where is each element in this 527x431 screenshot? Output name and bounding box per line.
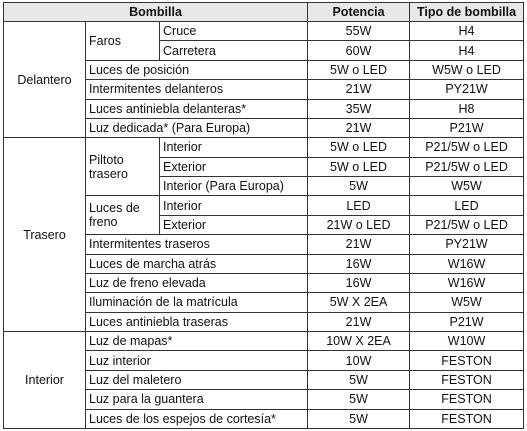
table-row <box>4 332 524 351</box>
freno-exterior-type: P21/5W o LED <box>410 215 524 234</box>
espejos-name: Luces de los espejos de cortesía* <box>86 409 308 429</box>
luz-interior-name: Luz interior <box>86 351 308 370</box>
piloto-exterior-name: Exterior <box>160 157 308 176</box>
guantera-power: 5W <box>308 390 410 409</box>
espejos-power: 5W <box>308 409 410 429</box>
group-delantero: Delantero <box>4 22 86 138</box>
marcha-atras-type: W16W <box>410 254 524 273</box>
freno-elevada-type: W16W <box>410 273 524 292</box>
intermitentes-del-power: 21W <box>308 80 410 99</box>
marcha-atras-name: Luces de marcha atrás <box>86 254 308 273</box>
piloto-interior-power: 5W o LED <box>308 138 410 157</box>
guantera-type: FESTON <box>410 390 524 409</box>
mapas-name: Luz de mapas* <box>86 332 308 351</box>
posicion-power: 5W o LED <box>308 60 410 79</box>
freno-exterior-name: Exterior <box>160 215 308 234</box>
freno-interior-name: Interior <box>160 196 308 215</box>
cruce-type: H4 <box>410 22 524 41</box>
table-row <box>4 138 524 157</box>
antiniebla-tras-type: P21W <box>410 312 524 331</box>
matricula-type: W5W <box>410 293 524 312</box>
table-row <box>4 22 524 41</box>
freno-interior-power: LED <box>308 196 410 215</box>
matricula-power: 5W X 2EA <box>308 293 410 312</box>
piloto-interior-type: P21/5W o LED <box>410 138 524 157</box>
freno-elevada-name: Luz de freno elevada <box>86 273 308 292</box>
intermitentes-tras-power: 21W <box>308 235 410 254</box>
luz-interior-type: FESTON <box>410 351 524 370</box>
group-trasero: Trasero <box>4 138 86 332</box>
header-potencia: Potencia <box>308 3 410 22</box>
piloto-interior-name: Interior <box>160 138 308 157</box>
antiniebla-del-type: H8 <box>410 99 524 118</box>
maletero-name: Luz del maletero <box>86 370 308 389</box>
piloto-exterior-type: P21/5W o LED <box>410 157 524 176</box>
dedicada-name: Luz dedicada* (Para Europa) <box>86 118 308 137</box>
intermitentes-tras-name: Intermitentes traseros <box>86 235 308 254</box>
freno-label: Luces de freno <box>86 196 160 235</box>
posicion-type: W5W o LED <box>410 60 524 79</box>
intermitentes-del-name: Intermitentes delanteros <box>86 80 308 99</box>
group-interior: Interior <box>4 332 86 429</box>
antiniebla-del-power: 35W <box>308 99 410 118</box>
header-tipo: Tipo de bombilla <box>410 3 524 22</box>
header-row <box>4 3 524 22</box>
maletero-type: FESTON <box>410 370 524 389</box>
header-bombilla: Bombilla <box>4 3 308 22</box>
dedicada-type: P21W <box>410 118 524 137</box>
antiniebla-tras-name: Luces antiniebla traseras <box>86 312 308 331</box>
dedicada-power: 21W <box>308 118 410 137</box>
freno-interior-type: LED <box>410 196 524 215</box>
intermitentes-del-type: PY21W <box>410 80 524 99</box>
piloto-exterior-power: 5W o LED <box>308 157 410 176</box>
piloto-interior-eu-type: W5W <box>410 177 524 196</box>
marcha-atras-power: 16W <box>308 254 410 273</box>
luz-interior-power: 10W <box>308 351 410 370</box>
carretera-power: 60W <box>308 41 410 60</box>
antiniebla-tras-power: 21W <box>308 312 410 331</box>
antiniebla-del-name: Luces antiniebla delanteras* <box>86 99 308 118</box>
maletero-power: 5W <box>308 370 410 389</box>
faros-label: Faros <box>86 22 160 61</box>
carretera-type: H4 <box>410 41 524 60</box>
freno-elevada-power: 16W <box>308 273 410 292</box>
matricula-name: Iluminación de la matrícula <box>86 293 308 312</box>
intermitentes-tras-type: PY21W <box>410 235 524 254</box>
guantera-name: Luz para la guantera <box>86 390 308 409</box>
freno-exterior-power: 21W o LED <box>308 215 410 234</box>
cruce-name: Cruce <box>160 22 308 41</box>
carretera-name: Carretera <box>160 41 308 60</box>
piloto-label: Piltoto trasero <box>86 138 160 196</box>
piloto-interior-eu-name: Interior (Para Europa) <box>160 177 308 196</box>
bulb-spec-table <box>3 2 524 429</box>
posicion-name: Luces de posición <box>86 60 308 79</box>
piloto-interior-eu-power: 5W <box>308 177 410 196</box>
mapas-type: W10W <box>410 332 524 351</box>
cruce-power: 55W <box>308 22 410 41</box>
mapas-power: 10W X 2EA <box>308 332 410 351</box>
espejos-type: FESTON <box>410 409 524 429</box>
